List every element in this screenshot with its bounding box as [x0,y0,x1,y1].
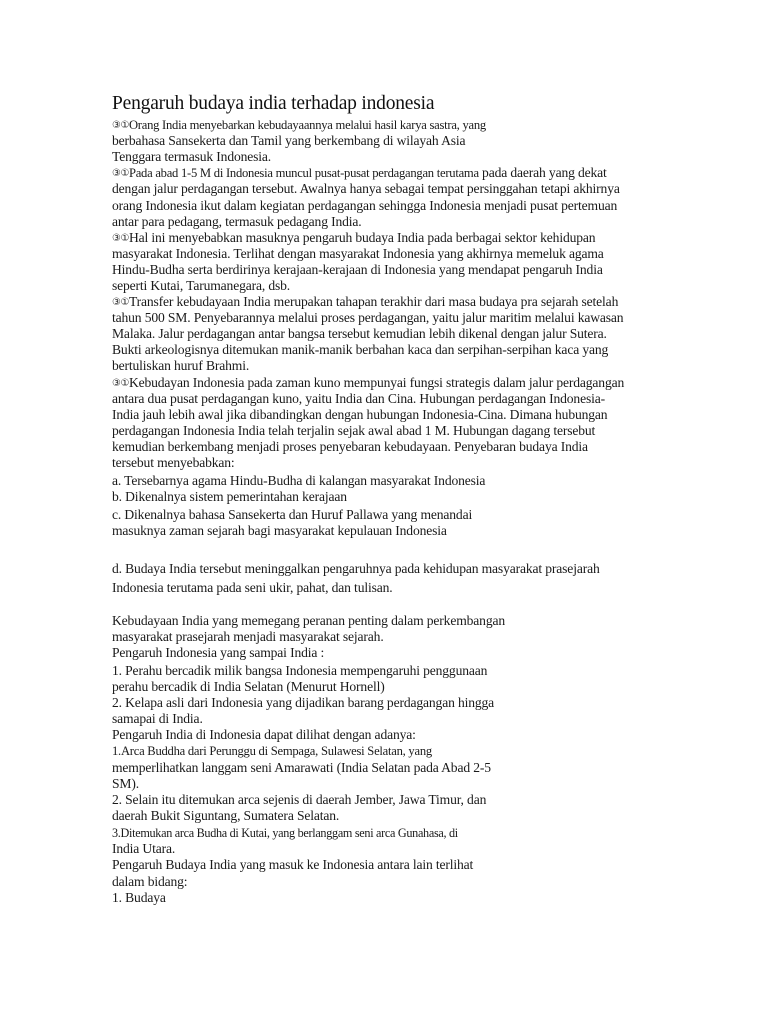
india-in-indonesia-item-1-line-3: SM). [112,776,139,791]
paragraph-1-line-1: ③①Orang India menyebarkan kebudayaannya melalui hasil karya sastra, yang [112,118,486,132]
paragraph-4-line-5: bertuliskan huruf Brahmi. [112,358,250,373]
list-item-d-line-1: d. Budaya India tersebut meninggalkan pengaruhnya pada kehidupan masyarakat prasejarah [112,561,600,576]
paragraph-4-line-1: ③①Transfer kebudayaan India merupakan tahapan terakhir dari masa budaya pra sejarah setelah [112,294,619,309]
india-in-indonesia-item-1-line-1: 1.Arca Buddha dari Perunggu di Sempaga, Sulawesi Selatan, yang [112,744,432,758]
paragraph-5-line-5: kemudian berkembang menjadi proses penyebaran kebudayaan. Penyebaran budaya India [112,439,588,454]
indonesia-to-india-item-1-line-1: 1. Perahu bercadik milik bangsa Indonesia mempengaruhi penggunaan [112,663,488,678]
paragraph-3-line-4: seperti Kutai, Tarumanegara, dsb. [112,278,291,293]
document-title: Pengaruh budaya india terhadap indonesia [112,93,435,114]
paragraph-2-line-3: orang Indonesia ikut dalam kegiatan perdagangan sehingga Indonesia menjadi pusat pertemuan [112,198,618,213]
list-item-d-line-2: Indonesia terutama pada seni ukir, pahat, dan tulisan. [112,580,393,595]
list-item-c-line-2: masuknya zaman sejarah bagi masyarakat kepulauan Indonesia [112,523,447,538]
paragraph-4-line-2: tahun 500 SM. Penyebarannya melalui proses perdagangan, yaitu jalur maritim melalui kawasan [112,310,624,325]
paragraph-1-line-2: berbahasa Sansekerta dan Tamil yang berkembang di wilayah Asia [112,133,466,148]
paragraph-2-line-2: dengan jalur perdagangan tersebut. Awalnya hanya sebagai tempat persinggahan tetapi akhirnya [112,181,620,196]
section-heading-india-in-indonesia: Pengaruh India di Indonesia dapat dilihat dengan adanya: [112,727,416,742]
bullet-marker: ③① [112,233,129,244]
indonesia-to-india-item-1-line-2: perahu bercadik di India Selatan (Menurut Hornell) [112,679,385,694]
paragraph-2-line-4: antar para pedagang, termasuk pedagang India. [112,214,362,229]
bullet-marker: ③① [112,168,129,179]
paragraph-5-line-1: ③①Kebudayan Indonesia pada zaman kuno mempunyai fungsi strategis dalam jalur perdagangan [112,375,625,390]
paragraph-5-line-4: perdagangan Indonesia India telah terjalin sejak awal abad 1 M. Hubungan dagang tersebut [112,423,596,438]
indonesia-to-india-item-2-line-1: 2. Kelapa asli dari Indonesia yang dijadikan barang perdagangan hingga [112,695,495,710]
paragraph-4-line-3: Malaka. Jalur perdagangan antar bangsa tersebut kemudian lebih dikenal dengan jalur Sutera. [112,326,607,341]
list-item-b: b. Dikenalnya sistem pemerintahan kerajaan [112,489,347,504]
paragraph-6-line-1: Kebudayaan India yang memegang peranan penting dalam perkembangan [112,613,505,628]
paragraph-5-line-6: tersebut menyebabkan: [112,455,235,470]
indonesia-to-india-item-2-line-2: samapai di India. [112,711,203,726]
paragraph-1-line-3: Tenggara termasuk Indonesia. [112,149,272,164]
paragraph-3-line-3: Hindu-Budha serta berdirinya kerajaan-kerajaan di Indonesia yang mendapat pengaruh India [112,262,603,277]
india-in-indonesia-item-3-line-2: India Utara. [112,841,176,856]
paragraph-2-line-1: ③①Pada abad 1-5 M di Indonesia muncul pusat-pusat perdagangan terutama pada daerah yang dekat [112,165,607,180]
bullet-marker: ③① [112,120,129,131]
bidang-line-2: dalam bidang: [112,874,188,889]
bullet-marker: ③① [112,297,129,308]
bidang-item-1: 1. Budaya [112,890,166,905]
india-in-indonesia-item-1-line-2: memperlihatkan langgam seni Amarawati (India Selatan pada Abad 2-5 [112,760,491,775]
paragraph-3-line-1: ③①Hal ini menyebabkan masuknya pengaruh budaya India pada berbagai sektor kehidupan [112,230,596,245]
bullet-marker: ③① [112,378,129,389]
paragraph-3-line-2: masyarakat Indonesia. Terlihat dengan masyarakat Indonesia yang akhirnya memeluk agama [112,246,604,261]
paragraph-4-line-4: Bukti arkeologisnya ditemukan manik-manik berbahan kaca dan serpihan-serpihan kaca yang [112,342,609,357]
section-heading-indonesia-to-india: Pengaruh Indonesia yang sampai India : [112,645,325,660]
india-in-indonesia-item-2-line-1: 2. Selain itu ditemukan arca sejenis di daerah Jember, Jawa Timur, dan [112,792,487,807]
paragraph-6-line-2: masyarakat prasejarah menjadi masyarakat sejarah. [112,629,384,644]
bidang-line-1: Pengaruh Budaya India yang masuk ke Indonesia antara lain terlihat [112,857,474,872]
india-in-indonesia-item-3-line-1: 3.Ditemukan arca Budha di Kutai, yang berlanggam seni arca Gunahasa, di [112,826,458,840]
india-in-indonesia-item-2-line-2: daerah Bukit Siguntang, Sumatera Selatan. [112,808,340,823]
paragraph-5-line-2: antara dua pusat perdagangan kuno, yaitu India dan Cina. Hubungan perdagangan Indonesia- [112,391,605,406]
list-item-a: a. Tersebarnya agama Hindu-Budha di kalangan masyarakat Indonesia [112,473,486,488]
list-item-c-line-1: c. Dikenalnya bahasa Sansekerta dan Huruf Pallawa yang menandai [112,507,473,522]
paragraph-5-line-3: India jauh lebih awal jika dibandingkan dengan hubungan Indonesia-Cina. Dimana hubungan [112,407,608,422]
